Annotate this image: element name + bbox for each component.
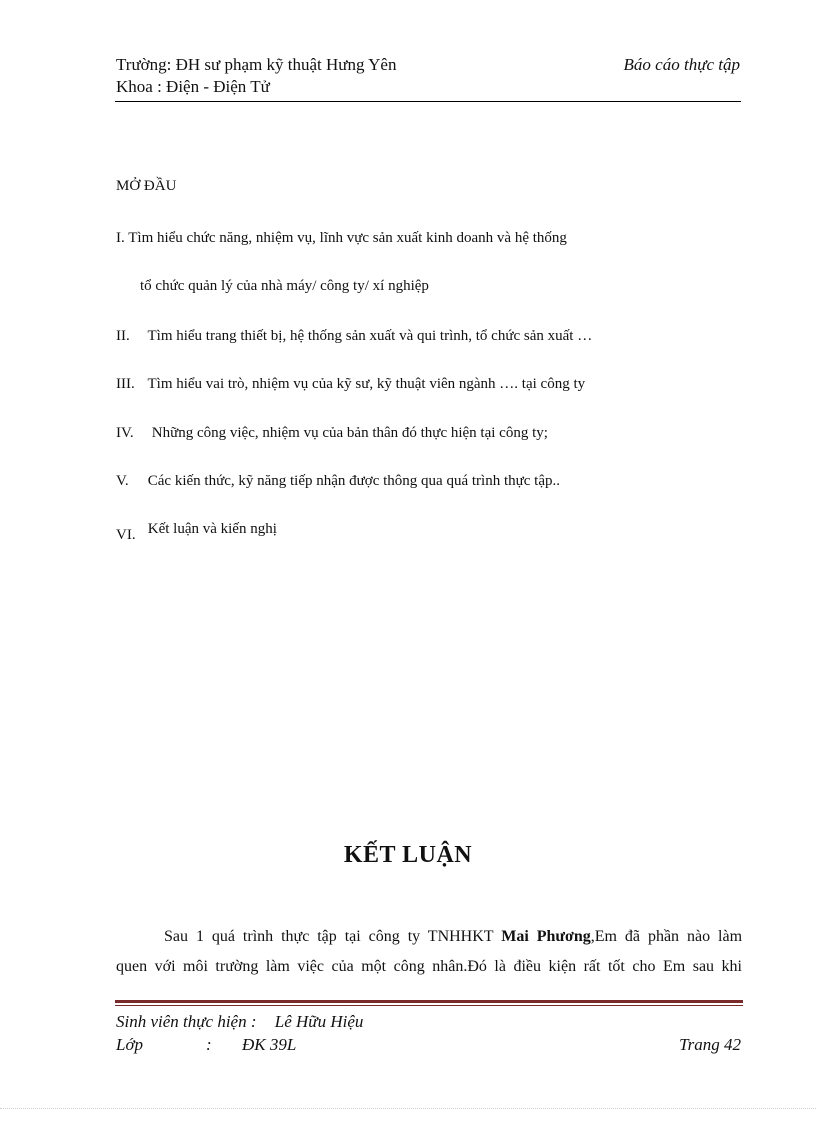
toc-item-3: [116, 376, 585, 393]
page-bottom-edge: [0, 1108, 816, 1109]
toc-item-text: Tìm hiểu vai trò, nhiệm vụ của kỹ sư, kỹ thuật viên ngành …. tại công ty: [147, 376, 586, 392]
footer-student: [116, 1011, 363, 1033]
toc-item-number: III.: [116, 376, 135, 392]
class-separator: :: [206, 1035, 212, 1054]
footer-divider-thin: [115, 1005, 743, 1006]
footer-class: [116, 1034, 297, 1056]
faculty-name: Khoa : Điện - Điện Tử: [116, 77, 270, 96]
toc-item-1: [116, 230, 567, 247]
toc-item-number: VI.: [116, 527, 136, 543]
toc-item-text: Tìm hiểu trang thiết bị, hệ thống sản xuất và qui trình, tổ chức sản xuất …: [147, 328, 593, 344]
report-title: Báo cáo thực tập: [623, 55, 740, 74]
school-name: Trường: ĐH sư phạm kỹ thuật Hưng Yên: [116, 55, 397, 74]
toc-item-number: V.: [116, 473, 129, 489]
class-label: Lớp: [116, 1035, 144, 1054]
company-name: Mai Phương: [501, 928, 591, 945]
toc-item-number: II.: [116, 328, 130, 344]
page-header-left: [116, 54, 396, 98]
student-label: Sinh viên thực hiện :: [116, 1012, 257, 1031]
paragraph-line-2: quen với môi trường làm việc của một công nhân.Đó là điều kiện rất tốt cho Em sau khi: [116, 958, 742, 975]
toc-intro: MỞ ĐẦU: [116, 178, 177, 194]
conclusion-paragraph: [116, 922, 742, 982]
toc-item-2: [116, 328, 592, 345]
page-number: Trang 42: [679, 1035, 741, 1054]
paragraph-text: ,Em đã phần nào làm: [590, 928, 743, 945]
paragraph-line-1: [116, 922, 742, 952]
toc-item-4: [116, 425, 548, 442]
conclusion-title: KẾT LUẬN: [343, 842, 473, 868]
toc-item-text: tổ chức quản lý của nhà máy/ công ty/ xí nghiệp: [140, 278, 429, 294]
class-value: ĐK 39L: [242, 1035, 297, 1054]
toc-item-number: I.: [116, 230, 125, 246]
student-name: Lê Hữu Hiệu: [274, 1012, 364, 1031]
footer-divider-thick: [115, 1000, 743, 1003]
toc-item-1-continued: [140, 278, 429, 295]
toc-item-text: Tìm hiểu chức năng, nhiệm vụ, lĩnh vực sản xuất kinh doanh và hệ thống: [128, 230, 567, 246]
toc-item-5: [116, 473, 560, 490]
toc-item-text: Kết luận và kiến nghị: [147, 521, 277, 537]
header-divider: [115, 101, 741, 102]
toc-item-text: Các kiến thức, kỹ năng tiếp nhận được thông qua quá trình thực tập..: [147, 473, 560, 489]
toc-item-6: [116, 521, 277, 543]
toc-item-text: Những công việc, nhiệm vụ của bản thân đó thực hiện tại công ty;: [151, 425, 548, 441]
toc-item-number: IV.: [116, 425, 134, 441]
paragraph-text: Sau 1 quá trình thực tập tại công ty TNHHKT: [164, 928, 502, 945]
